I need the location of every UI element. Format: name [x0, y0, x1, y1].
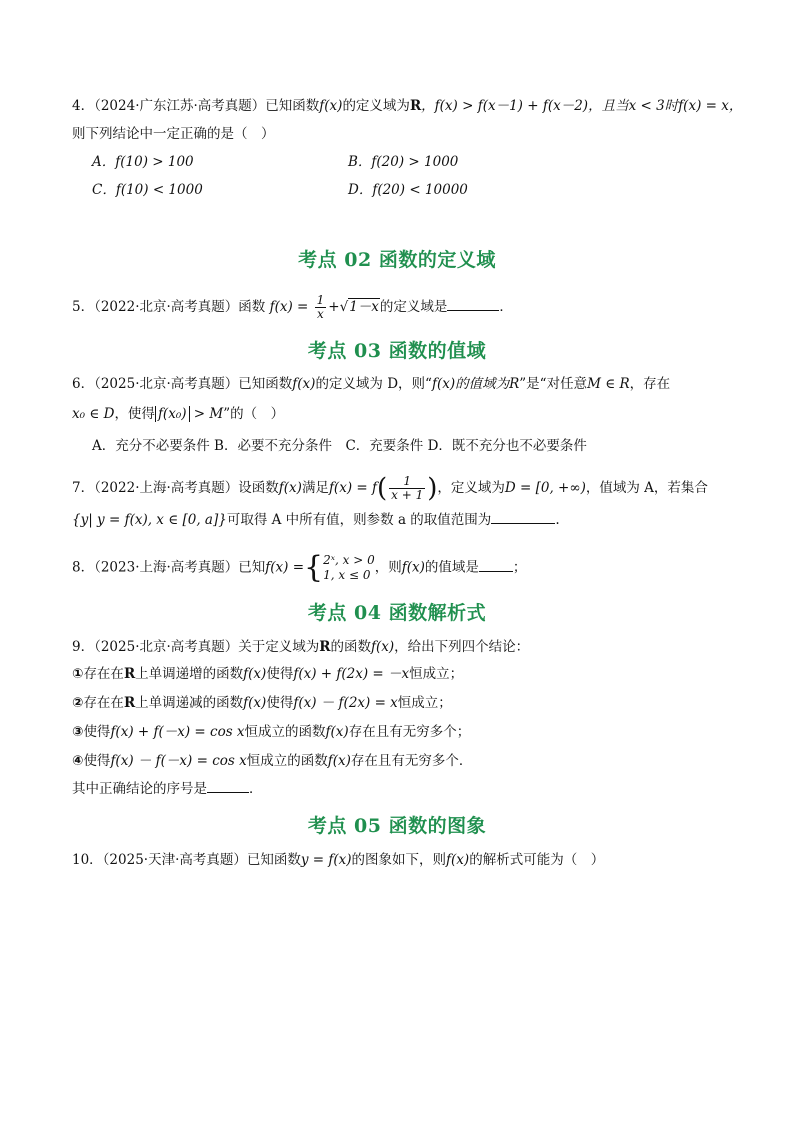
q7-eq: f(x) = f	[328, 480, 377, 496]
q9-c1-R: R	[123, 666, 136, 682]
q5-answer-blank	[447, 298, 499, 311]
q7-frac-num: 1	[389, 475, 425, 489]
q6-text4: ，存在	[629, 376, 671, 392]
q10-line	[72, 851, 604, 869]
q7-text: 7．（2022·上海·高考真题）设函数	[72, 480, 279, 496]
circle-three-icon: ③	[72, 724, 84, 740]
q8-text2: ，则	[374, 559, 402, 576]
q8-text: 8．（2023·上海·高考真题）已知	[72, 559, 266, 576]
q5-line	[72, 294, 513, 321]
q4-cond3: f(x) = x，	[678, 98, 743, 114]
q9-answer-blank	[207, 780, 249, 793]
q7-frac-den: x + 1	[391, 488, 424, 502]
q7-fraction	[389, 475, 425, 502]
q6-abs-expr: f(x₀)	[155, 406, 190, 422]
q9-c4-fx: f(x)	[327, 753, 351, 769]
q8-fx: f(x)	[401, 559, 425, 576]
q6-line2	[72, 405, 284, 423]
q7-line1	[72, 475, 708, 502]
q9-last: 其中正确结论的序号是	[72, 781, 207, 797]
q7-text3: ，定义域为	[437, 480, 505, 496]
q9-text: 9．（2025·北京·高考真题）关于定义域为	[72, 639, 320, 655]
q9-c2-end: 恒成立；	[397, 695, 452, 711]
q7-text4: ，值域为 A，若集合	[585, 480, 708, 496]
q4-line1	[72, 97, 742, 115]
q8-fx-eq: f(x) =	[265, 559, 305, 576]
section-heading-04: 考点 04 函数解析式	[307, 602, 487, 624]
q7-end: .	[555, 512, 560, 528]
q9-c3-eq: f(x) + f(－x) = cos x	[110, 724, 245, 740]
q7-text2: 满足	[301, 480, 329, 496]
q9-c2-c: 使得	[266, 695, 294, 711]
q7-domain: D = [0, +∞)	[504, 480, 586, 496]
q6-text3: ”是“对任意	[519, 376, 588, 392]
circle-four-icon: ④	[72, 753, 84, 769]
q10-y-eq: y = f(x)	[300, 852, 352, 868]
q5-sqrt-body: 1－x	[349, 299, 379, 315]
section-heading-02: 考点 02 函数的定义域	[298, 249, 496, 271]
q5-frac-num: 1	[316, 293, 325, 307]
q10-text: 10．（2025·天津·高考真题）已知函数	[72, 852, 301, 868]
q9-c2-fx: f(x)	[243, 695, 267, 711]
q8-answer-blank	[479, 559, 513, 572]
q9-conclusion-4	[72, 752, 472, 770]
q8-line	[72, 550, 527, 585]
q7-answer-blank	[491, 511, 555, 524]
q9-c1-end: 恒成立；	[409, 666, 464, 682]
q6-m-in-r: M ∈ R	[587, 376, 630, 392]
circle-two-icon: ②	[72, 695, 84, 711]
q7-fx: f(x)	[278, 480, 302, 496]
q9-line1	[72, 638, 529, 656]
q4-option-d: D．f(20) < 10000	[348, 182, 468, 198]
q8-piece2: 1, x ≤ 0	[323, 568, 371, 582]
q10-text2: 的图象如下，则	[351, 852, 447, 868]
q4-R: R	[409, 98, 422, 114]
section-heading-03: 考点 03 函数的值域	[307, 340, 487, 362]
q6-x0: x₀ ∈ D	[72, 406, 115, 422]
q5-fraction	[315, 294, 327, 321]
q8-piece1: 2ˣ, x > 0	[323, 553, 375, 567]
q8-piecewise	[323, 553, 375, 583]
q6-text5: ，使得	[114, 406, 155, 422]
q9-conclusion-2	[72, 694, 452, 712]
q9-c3-fx: f(x)	[325, 724, 349, 740]
q9-conclusion-1	[72, 665, 463, 683]
q9-c2-a: 存在在	[83, 695, 124, 711]
q8-text3: 的值域是	[424, 559, 479, 576]
q9-last-end: ．	[249, 781, 263, 797]
q9-text2: 的函数	[330, 639, 372, 655]
q9-c4-end: 存在且有无穷多个．	[350, 753, 473, 769]
q9-fx: f(x)	[371, 639, 395, 655]
q5-text: 5．（2022·北京·高考真题）函数	[72, 299, 266, 315]
q9-text3: ，给出下列四个结论：	[394, 639, 530, 655]
q6-gt-m: > M	[189, 406, 224, 422]
q7-text5: 可取得 A 中所有值，则参数 a 的取值范围为	[226, 512, 492, 528]
q6-options: A．充分不必要条件 B．必要不充分条件 C．充要条件 D．既不充分也不必要条件	[92, 438, 587, 454]
q10-text3: 的解析式可能为（ ）	[469, 852, 605, 868]
brace-icon: {	[304, 550, 324, 585]
circle-one-icon: ①	[72, 666, 84, 682]
q6-text6: ”的（ ）	[223, 406, 285, 422]
q9-c4-b: 恒成立的函数	[246, 753, 328, 769]
q9-c4-eq: f(x) － f(－x) = cos x	[110, 753, 247, 769]
q4-cond: ，f(x) > f(x－1) + f(x－2)，且当	[421, 98, 629, 114]
section-heading-05: 考点 05 函数的图象	[307, 815, 487, 837]
q7-set: {y| y = f(x), x ∈ [0, a]}	[72, 512, 227, 528]
q9-c2-R: R	[123, 695, 136, 711]
q9-c4-a: 使得	[83, 753, 111, 769]
left-paren-icon: (	[376, 473, 388, 504]
q5-frac-den: x	[317, 307, 324, 321]
q9-c3-a: 使得	[83, 724, 111, 740]
q6-text2: 的定义域为 D，则“	[315, 376, 432, 392]
q4-line2: 则下列结论中一定正确的是（ ）	[72, 126, 275, 142]
q9-c1-eq: f(x) + f(2x) = －x	[293, 666, 410, 682]
sqrt-icon: √	[339, 299, 349, 315]
q4-cond2: x < 3时	[628, 98, 679, 114]
q9-conclusion-3	[72, 723, 470, 741]
q4-text: 的定义域为	[342, 98, 410, 114]
q9-c2-eq: f(x) － f(2x) = x	[293, 695, 398, 711]
q9-c3-b: 恒成立的函数	[244, 724, 326, 740]
q8-end: ；	[512, 559, 527, 576]
q5-plus: +	[328, 299, 340, 315]
q5-fx: f(x) =	[269, 299, 309, 315]
right-paren-icon: )	[427, 473, 438, 504]
q7-line2	[72, 511, 560, 529]
q6-fx: f(x)	[292, 376, 316, 392]
q9-c1-fx: f(x)	[243, 666, 267, 682]
q9-last-line	[72, 780, 263, 798]
q9-R: R	[319, 639, 331, 655]
q4-option-c: C．f(10) < 1000	[92, 182, 203, 198]
q10-fx: f(x)	[446, 852, 470, 868]
q6-line1	[72, 375, 670, 393]
q5-text2: 的定义域是	[379, 299, 448, 315]
q5-end: ．	[499, 299, 513, 315]
q4-option-a: A．f(10) > 100	[92, 154, 194, 170]
q4-option-b: B．f(20) > 1000	[348, 154, 459, 170]
q9-c2-b: 上单调递减的函数	[135, 695, 244, 711]
q9-c3-end: 存在且有无穷多个；	[348, 724, 471, 740]
q6-text: 6．（2025·北京·高考真题）已知函数	[72, 376, 293, 392]
q9-c1-a: 存在在	[83, 666, 124, 682]
q9-c1-b: 上单调递增的函数	[135, 666, 244, 682]
q9-c1-c: 使得	[266, 666, 294, 682]
q6-range: f(x)的值域为R	[431, 376, 520, 392]
q4-fx: f(x)	[319, 98, 343, 114]
q4-text: 4．（2024·广东江苏·高考真题）已知函数	[72, 98, 320, 114]
